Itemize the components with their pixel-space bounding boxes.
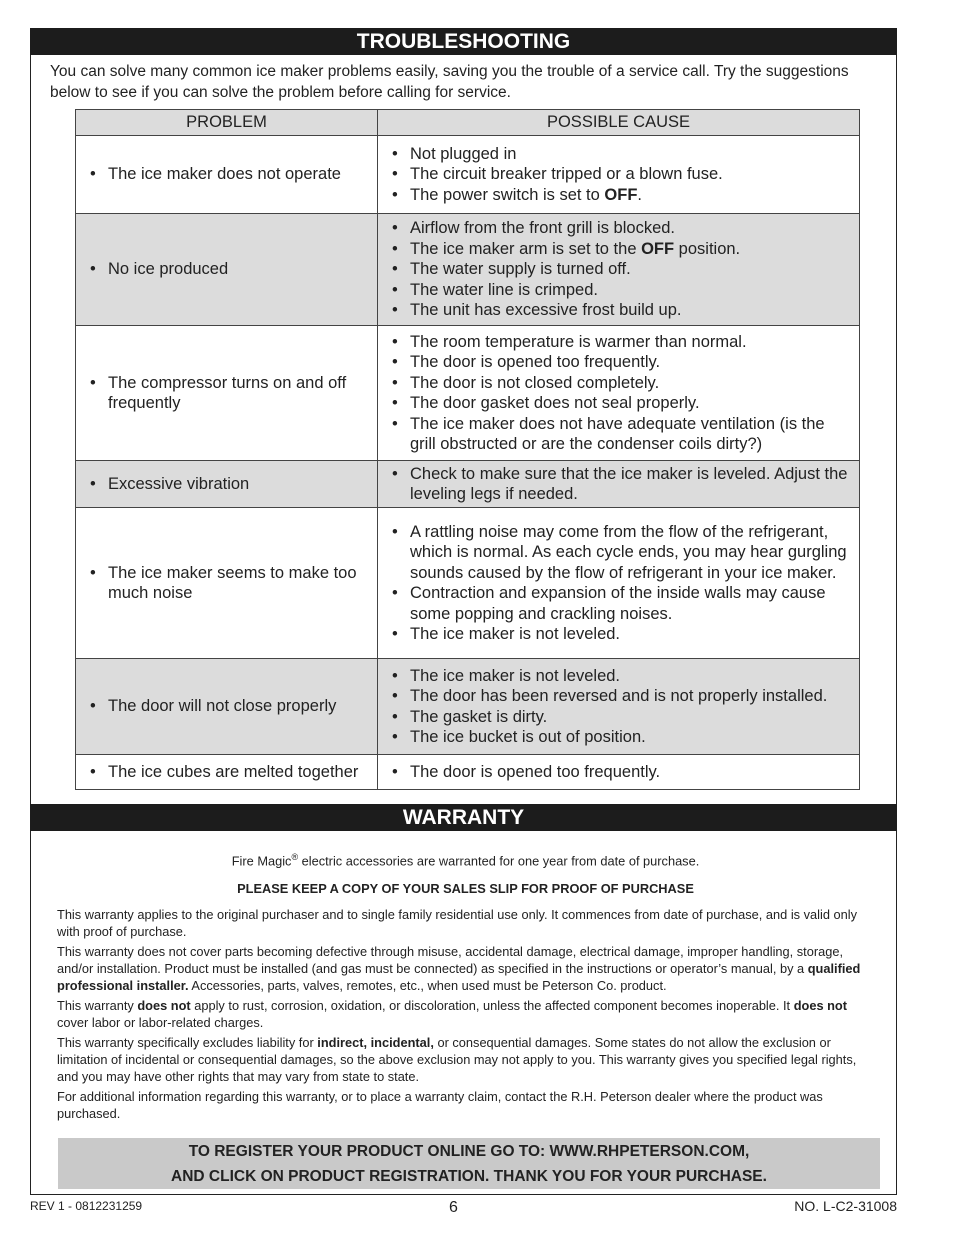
troubleshooting-intro: You can solve many common ice maker problems easily, saving you the trouble of a service call. Try the suggestions below to see if you can solve the problem before calling for service. [50,63,849,101]
cause-item: • The circuit breaker tripped or a blown fuse. [390,164,849,185]
cause-cell [378,326,860,461]
warranty-coverage-line [57,849,874,869]
cause-cell [378,659,860,755]
registration-line-2: AND CLICK ON PRODUCT REGISTRATION. THANK YOU FOR YOUR PURCHASE. [171,1168,767,1185]
registration-banner [58,1138,880,1189]
cause-item: • Airflow from the front grill is blocked. [390,218,849,239]
problem-cell [76,508,378,659]
cause-cell [378,461,860,508]
cause-item: • The ice bucket is out of position. [390,727,849,748]
table-row [76,659,860,755]
problem-text: • The door will not close properly [88,696,367,717]
problem-text: • The ice maker seems to make too much noise [88,563,367,604]
problem-text: • Excessive vibration [88,474,367,495]
cause-item: • Not plugged in [390,144,849,165]
problem-cell [76,326,378,461]
cause-item: • The gasket is dirty. [390,707,849,728]
table-row [76,508,860,659]
cause-item: • A rattling noise may come from the flow of the refrigerant, which is normal. As each cycle ends, you may hear gurgling sounds caused by the flow of refrigerant in your ice maker. [390,522,849,584]
table-row [76,136,860,214]
cause-item: • The door gasket does not seal properly. [390,393,849,414]
cause-item: • The water line is crimped. [390,280,849,301]
table-row [76,755,860,790]
cause-item: • The door is opened too frequently. [390,762,849,783]
document-number: NO. L-C2-31008 [794,1198,897,1214]
cause-item: • The door is opened too frequently. [390,352,849,373]
cause-cell [378,214,860,326]
cause-cell [378,136,860,214]
troubleshooting-heading: TROUBLESHOOTING [30,28,897,55]
problem-cell [76,136,378,214]
warranty-paragraph: This warranty does not cover parts becoming defective through misuse, accidental damage, electrical damage, improper handling, storage, and/or installation. Product must be installed (and gas must be connected) as specified in the instructions or operator’s manual, by a qualified professional installer. Accessories, parts, valves, remotes, etc., when used must be Peterson Co. product. [57,944,861,993]
column-header-problem: PROBLEM [76,110,378,136]
cause-item: • The door has been reversed and is not properly installed. [390,686,849,707]
problem-text: • The ice maker does not operate [88,164,367,185]
problem-text: • The ice cubes are melted together [88,762,367,783]
warranty-heading: WARRANTY [30,804,897,831]
column-header-possible-cause: POSSIBLE CAUSE [378,110,860,136]
registration-line-1: TO REGISTER YOUR PRODUCT ONLINE GO TO: WWW.RHPETERSON.COM, [188,1143,750,1160]
problem-cell [76,755,378,790]
warranty-paragraph: This warranty applies to the original purchaser and to single family residential use only. It commences from date of purchase, and is valid only with proof of purchase. [57,907,857,939]
cause-item: • The ice maker does not have adequate ventilation (is the grill obstructed or are the condenser coils dirty?) [390,414,849,455]
brand-name: Fire Magic [231,853,292,869]
warranty-paragraph: This warranty specifically excludes liability for indirect, incidental, or consequential damages. Some states do not allow the exclusion or limitation of incidental or consequential damages, so the above exclusion may not apply to you. This warranty gives you specified legal rights, and you may have other rights that may vary from state to state. [57,1035,857,1084]
table-row [76,326,860,461]
problem-cell [76,461,378,508]
table-row [76,461,860,508]
cause-item: • The ice maker arm is set to the OFF position. [390,239,849,260]
cause-item: • The ice maker is not leveled. [390,624,849,645]
cause-item: • Contraction and expansion of the inside walls may cause some popping and crackling noises. [390,583,849,624]
table-row [76,214,860,326]
revision-code: REV 1 - 0812231259 [30,1199,143,1213]
cause-item: • The door is not closed completely. [390,373,849,394]
registered-mark: ® [291,852,299,862]
troubleshooting-table [75,109,860,790]
keep-copy-notice: PLEASE KEEP A COPY OF YOUR SALES SLIP FOR PROOF OF PURCHASE [237,881,694,896]
problem-text: • The compressor turns on and off frequently [88,373,367,414]
cause-cell [378,508,860,659]
problem-cell [76,214,378,326]
problem-text: • No ice produced [88,259,367,280]
problem-cell [76,659,378,755]
cause-item: • The water supply is turned off. [390,259,849,280]
cause-item: • The ice maker is not leveled. [390,666,849,687]
coverage-text: electric accessories are warranted for one year from date of purchase. [298,853,700,869]
cause-cell [378,755,860,790]
warranty-terms [57,906,874,1125]
warranty-paragraph: For additional information regarding this warranty, or to place a warranty claim, contact the R.H. Peterson dealer where the product was purchased. [57,1089,823,1121]
cause-item: • The power switch is set to OFF. [390,185,849,206]
warranty-paragraph: This warranty does not apply to rust, corrosion, oxidation, or discoloration, unless the affected component becomes inoperable. It does not cover labor or labor-related charges. [57,998,848,1030]
cause-item: • Check to make sure that the ice maker is leveled. Adjust the leveling legs if needed. [390,464,849,505]
page-number: 6 [449,1199,458,1216]
cause-item: • The room temperature is warmer than normal. [390,332,849,353]
cause-item: • The unit has excessive frost build up. [390,300,849,321]
table-header-row [76,110,860,136]
